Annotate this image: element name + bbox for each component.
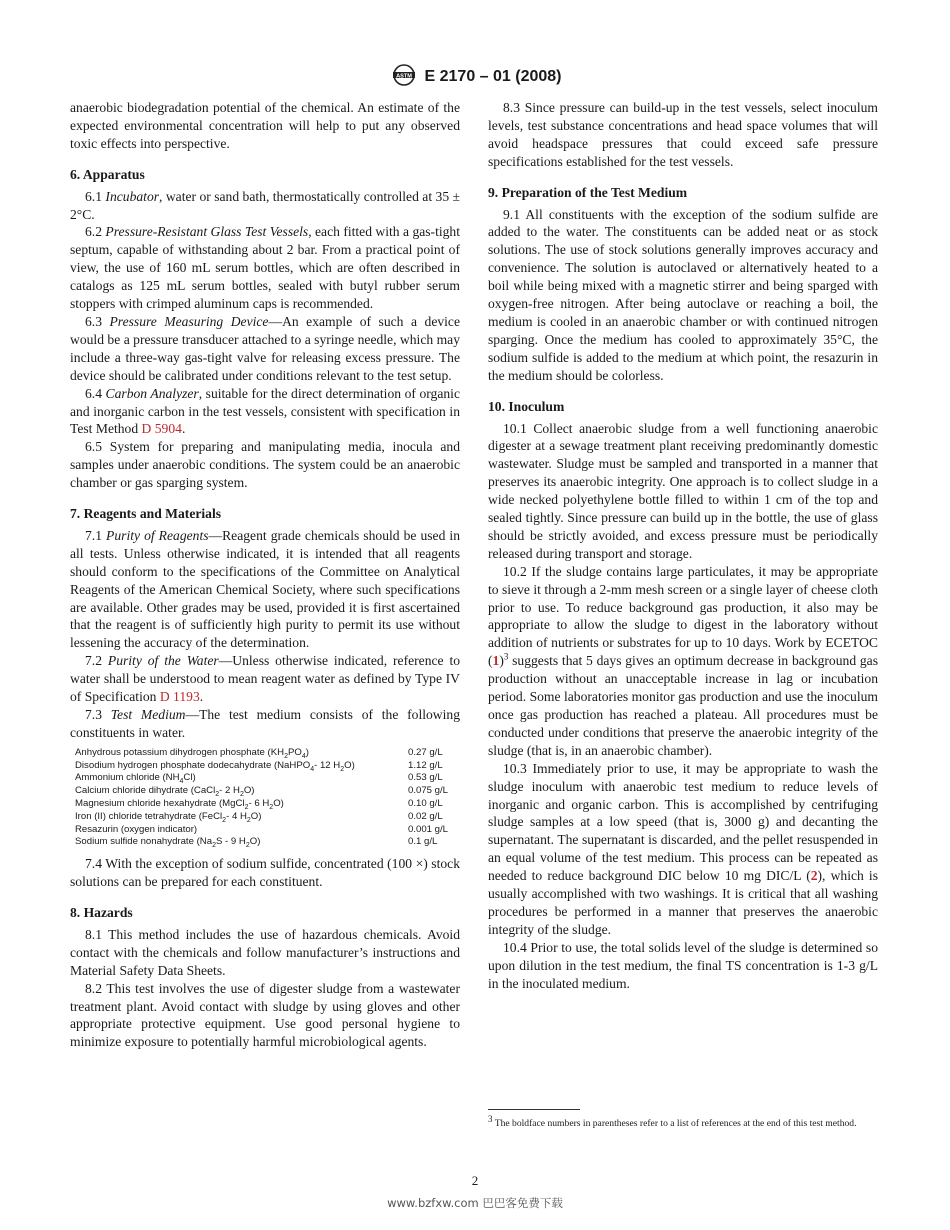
paragraph-10-2: 10.2 If the sludge contains large particulates, it may be appropriate to sieve it through a 2-mm mesh screen or a single layer of cheese cloth prior to use. To reduce background gas production, it also may be appropriate to allow the sludge to digest in the laboratory without addition of nutrients or substrates for up to 10 days. Work by ECETOC $(1)^3$ suggests that 5 days gives an optimum decrease in background gas production without an unacceptable increase in lag or incubation period. Some laboratories monitor gas production and use the inoculum once gas production has reached a plateau. All procedures must be conducted under conditions that preserve the anaerobic integrity of the sludge (that is, in an anaerobic chamber).	[488, 563, 878, 758]
right-column	[488, 99, 878, 993]
medium-row	[75, 824, 448, 837]
medium-concentration: 0.02 g/L	[408, 810, 443, 822]
medium-constituent: Magnesium chloride hexahydrate (MgCl$_2$- 6 $H_2O$)	[75, 798, 284, 811]
medium-concentration: 0.27 g/L	[408, 746, 443, 758]
medium-row	[75, 760, 448, 773]
medium-concentration: 1.12 g/L	[408, 759, 443, 771]
medium-concentration: 0.001 g/L	[408, 823, 449, 835]
astm-logo-icon	[389, 64, 419, 86]
link-d1193[interactable]: D 1193	[159, 689, 200, 705]
paragraph-6-5: 6.5 System for preparing and manipulating media, inocula and samples under anaerobic conditions. The system could be an anaerobic chamber or gas sparging system.	[70, 439, 460, 491]
paragraph-10-4: 10.4 Prior to use, the total solids level of the sludge is determined so upon dilution in the test medium, the final TS concentration is 1-3 g/L in the inoculated medium.	[488, 939, 878, 991]
medium-concentration: 0.1 g/L	[408, 836, 438, 848]
section-9-heading: 9. Preparation of the Test Medium	[488, 184, 688, 200]
footnote-3-marker: 3	[503, 651, 509, 662]
paragraph-7-1: 7.1 Purity of Reagents—Reagent grade chemicals should be used in all tests. Unless otherwise indicated, it is intended that all reagents should conform to the specifications of the Committee on Analytical Reagents of the American Chemical Society, where such specifications are available. Other grades may be used, provided it is first ascertained that the reagent is of sufficiently high purity to permit its use without lessening the accuracy of the determination.	[70, 527, 461, 651]
medium-concentration: 0.10 g/L	[408, 798, 443, 809]
intro-paragraph: anaerobic biodegradation potential of the chemical. An estimate of the expected environmental concentration will help to put any observed toxic effects into perspective.	[70, 100, 460, 151]
reference-1-link[interactable]: 1	[492, 653, 500, 669]
medium-row	[75, 836, 448, 849]
paragraph-7-2: 7.2 Purity of the Water—Unless otherwise indicated, reference to water shall be understood to mean reagent water as defined by Type IV of Specification D 1193.	[70, 653, 461, 705]
medium-row	[75, 772, 448, 785]
paragraph-10-3: 10.3 Immediately prior to use, it may be appropriate to wash the sludge inoculum with anaerobic test medium to reduce levels of inorganic and organic carbon. This is accomplished by centrifuging sludge samples at a low speed (that is, 3000 g) and decanting the supernatant. The supernatant is discarded, and the pellet resuspended in an equal volume of the test medium. This process can be repeated as needed to reduce background DIC below 10 mg DIC/L (2), which is usually accomplished with two washings. It is critical that all washing procedures be performed in a manner that preserves the anaerobic integrity of the sludge.	[488, 760, 879, 937]
paragraph-6-1: 6.1 Incubator, water or sand bath, thermostatically controlled at 35 ± 2°C.	[70, 188, 460, 222]
medium-constituent: Disodium hydrogen phosphate dodecahydrate (NaHPO$_4$- 12 $H_2O$)	[75, 759, 355, 773]
medium-constituent: Anhydrous potassium dihydrogen phosphate $(KH_2PO_4)$	[75, 746, 309, 760]
paragraph-6-3: 6.3 Pressure Measuring Device—An example of such a device would be a pressure transducer attached to a syringe needle, which may include a three-way gas-tight valve for releasing excess pressure. The device should be calibrated under conditions relevant to the test setup.	[70, 313, 460, 383]
medium-row	[75, 747, 448, 760]
paragraph-8-2: 8.2 This test involves the use of digester sludge from a wastewater treatment plant. Avoid contact with sludge by using gloves and other appropriate protective equipment. Use good personal hygiene to minimize exposure to potentially harmful microbiological agents.	[70, 980, 460, 1050]
medium-row	[75, 785, 448, 798]
section-6-heading: 6. Apparatus	[70, 166, 145, 182]
section-10-heading: 10. Inoculum	[488, 398, 565, 414]
section-8-heading: 8. Hazards	[70, 905, 133, 920]
paragraph-6-2: 6.2 Pressure-Resistant Glass Test Vessels, each fitted with a gas-tight septum, capable of withstanding about 2 bar. From a practical point of view, the use of 160 mL serum bottles, which are often described in catalogs as 125 mL serum bottles, sealed with butyl rubber serum stoppers with crimped aluminum caps is recommended.	[70, 224, 461, 312]
paragraph-8-1: 8.1 This method includes the use of hazardous chemicals. Avoid contact with the chemicals and follow manufacturer’s instructions and Material Safety Data Sheets.	[70, 926, 460, 978]
test-medium-table	[75, 747, 448, 849]
paragraph-7-4: 7.4 With the exception of sodium sulfide, concentrated (100 ×) stock solutions can be prepared for each constituent.	[70, 856, 460, 890]
section-7-heading: 7. Reagents and Materials	[70, 506, 222, 522]
designation: E 2170 – 01 (2008)	[424, 68, 562, 85]
link-d5904[interactable]: D 5904	[141, 421, 182, 437]
page-number: 2	[471, 1173, 479, 1188]
svg-text:ASTM: ASTM	[395, 73, 412, 80]
paragraph-7-3: 7.3 Test Medium—The test medium consists of the following constituents in water.	[70, 707, 460, 740]
medium-constituent: Iron (II) chloride tetrahydrate (FeCl$_2$- 4 $H_2O$)	[75, 810, 262, 824]
medium-concentration: 0.53 g/L	[408, 772, 443, 784]
medium-constituent: Ammonium chloride $(NH_4Cl)$	[75, 772, 196, 786]
left-column	[70, 99, 460, 1051]
medium-constituent: Calcium chloride dihydrate (CaCl$_2$- 2 $H_2O$)	[75, 785, 255, 799]
footnote-3: $^3$ The boldface numbers in parentheses refer to a list of references at the end of this test method.	[488, 1113, 857, 1129]
medium-row	[75, 798, 448, 811]
paragraph-10-1: 10.1 Collect anaerobic sludge from a well functioning anaerobic digester at a sewage treatment plant receiving predominantly domestic wastewater. Sludge must be sampled and transported in a manner that preserves its anaerobic integrity. One approach is to collect sludge in a wide necked polyethylene bottle filled to within 1 cm of the top and sealed tightly. Since pressure can build up in the bottle, the use of glass should be strictly avoided, and excess pressure must be periodically released during transport and storage.	[488, 420, 878, 561]
footnote-rule	[488, 1109, 580, 1110]
medium-constituent: Sodium sulfide nonahydrate ($Na_2S - 9$ $H_2O$)	[75, 836, 261, 850]
reference-2-link[interactable]: 2	[810, 868, 818, 884]
medium-constituent: Resazurin (oxygen indicator)	[75, 823, 198, 835]
watermark-text: www.bzfxw.com 巴巴客免费下载	[387, 1196, 563, 1210]
medium-row	[75, 811, 448, 824]
paragraph-9-1: 9.1 All constituents with the exception of the sodium sulfide are added to the water. The constituents can be added neat or as stock solutions. The use of stock solutions generally improves accuracy and convenience. The solution is autoclaved or alternatively heated to a boil while being mixed with a magnetic stirrer and being sparged with oxygen-free nitrogen. After being autoclave or reaching a boil, the medium is cooled in an anaerobic chamber or with continued nitrogen sparging. Once the medium has cooled to approximately 35°C, the sodium sulfide is added to the medium at which point, the resazurin in the medium should be colorless.	[488, 206, 878, 383]
paragraph-6-4: 6.4 Carbon Analyzer, suitable for the direct determination of organic and inorganic carbon in the test vessels, consistent with specification in Test Method D 5904.	[70, 385, 460, 437]
medium-concentration: 0.075 g/L	[408, 785, 449, 797]
paragraph-8-3: 8.3 Since pressure can build-up in the test vessels, select inoculum levels, test substance concentrations and head space volumes that will avoid headspace pressures that could exceed safe pressure specifications established for the test vessels.	[488, 100, 878, 169]
page-header	[0, 64, 950, 86]
